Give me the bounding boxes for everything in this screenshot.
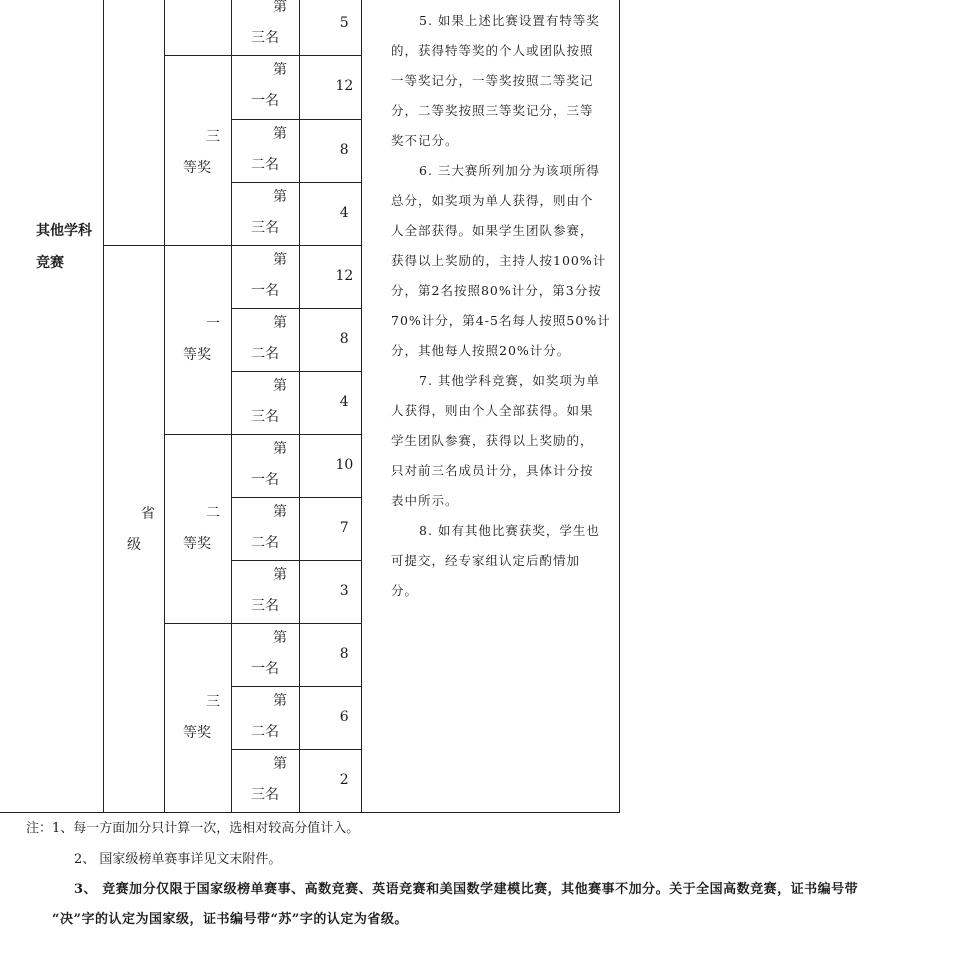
score-value: 8 (339, 142, 349, 158)
prize-label: 等奖 (183, 725, 211, 741)
rank-label: 二名 (251, 724, 279, 740)
rank-label: 二名 (251, 535, 279, 551)
table-border-v (103, 0, 104, 812)
footnote-3-line2: “决”字的认定为国家级，证书编号带“苏”字的认定为省级。 (52, 912, 408, 927)
remark-line: 学生团队参赛，获得以上奖励的， (391, 433, 594, 448)
score-value: 4 (339, 394, 349, 410)
rank-label: 一名 (251, 93, 279, 109)
level-label: 级 (127, 537, 141, 553)
rank-label: 二名 (251, 346, 279, 362)
rank-label: 第 (273, 0, 287, 15)
category-label: 竞赛 (36, 255, 64, 271)
rank-label: 第 (273, 62, 287, 78)
rank-label: 第 (273, 693, 287, 709)
remark-line: 分。 (391, 583, 419, 598)
score-value: 12 (335, 78, 354, 94)
score-value: 3 (339, 583, 349, 599)
rank-label: 第 (273, 567, 287, 583)
remark-line: 分，其他每人按照20%计分。 (391, 343, 571, 358)
table-border-h (231, 560, 361, 561)
table-border-h (231, 623, 361, 624)
table-border-v (231, 0, 232, 812)
footnote-2: 2、 国家级榜单赛事详见文末附件。 (74, 852, 282, 867)
rank-label: 第 (273, 252, 287, 268)
rank-label: 三名 (251, 30, 279, 46)
table-border-h (231, 686, 361, 687)
remark-line: 总分，如奖项为单人获得，则由个 (391, 193, 594, 208)
remark-line: 只对前三名成员计分，具体计分按 (391, 463, 594, 478)
rank-label: 三名 (251, 409, 279, 425)
table-border-h (231, 119, 361, 120)
rank-label: 第 (273, 441, 287, 457)
prize-label: 等奖 (183, 347, 211, 363)
table-border-h (231, 497, 361, 498)
rank-label: 三名 (251, 598, 279, 614)
table-border-h (231, 55, 361, 56)
remark-line: 人全部获得。如果学生团队参赛， (391, 223, 594, 238)
rank-label: 一名 (251, 472, 279, 488)
table-border-v (299, 0, 300, 812)
remark-line: 5. 如果上述比赛设置有特等奖 (419, 13, 600, 28)
prize-label: 三 (206, 694, 220, 710)
remark-line: 可提交，经专家组认定后酌情加 (391, 553, 581, 568)
remark-line: 奖不记分。 (391, 133, 459, 148)
remark-line: 6. 三大赛所列加分为该项所得 (419, 163, 600, 178)
remarks-column (391, 6, 615, 606)
prize-label: 等奖 (183, 160, 211, 176)
category-label: 其他学科 (36, 223, 92, 239)
prize-label: 一 (206, 316, 220, 332)
rank-label: 第 (273, 189, 287, 205)
prize-label: 三 (206, 129, 220, 145)
table-border-v (361, 0, 362, 812)
footnote-1: 注：1、每一方面加分只计算一次，选相对较高分值计入。 (26, 821, 360, 836)
score-value: 8 (339, 331, 349, 347)
score-value: 5 (339, 15, 349, 31)
remark-line: 分，二等奖按照三等奖记分，三等 (391, 103, 594, 118)
footnote-3-line1: 3、 竞赛加分仅限于国家级榜单赛事、高数竞赛、英语竞赛和美国数学建模比赛，其他赛事不加分。关于全国高数竞赛，证书编号带 (74, 882, 859, 897)
score-value: 8 (339, 646, 349, 662)
table-border-h (231, 245, 361, 246)
table-border-h (231, 182, 361, 183)
level-label: 省 (141, 506, 155, 522)
remark-line: 表中所示。 (391, 493, 459, 508)
remark-line: 70%计分，第4-5名每人按照50%计 (391, 313, 611, 328)
score-value: 10 (335, 457, 354, 473)
remark-line: 获得以上奖励的，主持人按100%计 (391, 253, 607, 268)
table-border-h (231, 371, 361, 372)
table-border-h (231, 308, 361, 309)
table-border-h (164, 623, 231, 624)
table-border-h (103, 245, 164, 246)
remark-line: 人获得，则由个人全部获得。如果 (391, 403, 594, 418)
remark-line: 8. 如有其他比赛获奖，学生也 (419, 523, 600, 538)
rank-label: 第 (273, 504, 287, 520)
table-border-h (164, 245, 231, 246)
score-value: 12 (335, 268, 354, 284)
score-value: 2 (339, 772, 349, 788)
table-border-v (164, 0, 165, 812)
table-border-v (619, 0, 620, 812)
remark-line: 的，获得特等奖的个人或团队按照 (391, 43, 594, 58)
rank-label: 一名 (251, 283, 279, 299)
remark-line: 一等奖记分，一等奖按照二等奖记 (391, 73, 594, 88)
table-border-h (231, 749, 361, 750)
rank-label: 第 (273, 126, 287, 142)
table-border-h (164, 434, 231, 435)
rank-label: 第 (273, 630, 287, 646)
table-border-h (164, 55, 231, 56)
score-value: 4 (339, 205, 349, 221)
remark-line: 7. 其他学科竞赛，如奖项为单 (419, 373, 600, 388)
rank-label: 三名 (251, 220, 279, 236)
rank-label: 一名 (251, 661, 279, 677)
rank-label: 第 (273, 378, 287, 394)
rank-label: 三名 (251, 787, 279, 803)
rank-label: 二名 (251, 157, 279, 173)
score-value: 6 (339, 709, 349, 725)
prize-label: 等奖 (183, 536, 211, 552)
prize-label: 二 (206, 505, 220, 521)
remark-line: 分，第2名按照80%计分，第3分按 (391, 283, 602, 298)
rank-label: 第 (273, 315, 287, 331)
rank-label: 第 (273, 756, 287, 772)
score-value: 7 (339, 520, 349, 536)
table-border-h (231, 434, 361, 435)
table-border-h (0, 812, 620, 813)
